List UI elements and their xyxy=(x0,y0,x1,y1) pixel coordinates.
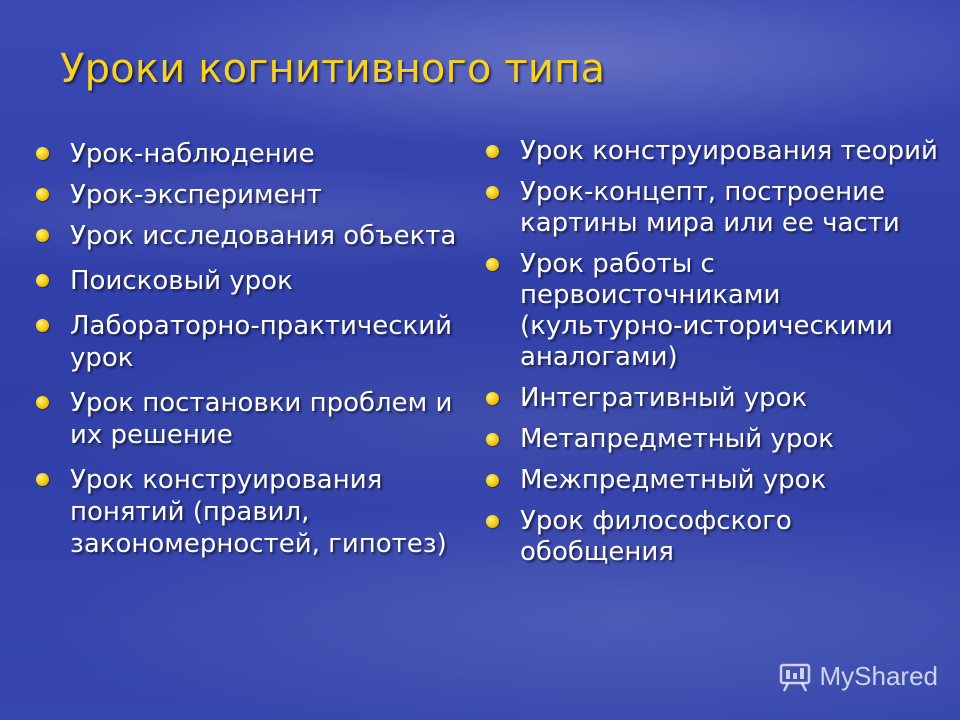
list-item xyxy=(34,464,464,560)
list-item xyxy=(34,310,464,374)
list-item xyxy=(34,179,464,211)
bullet-icon xyxy=(36,473,49,486)
list-item xyxy=(484,136,944,167)
list-item xyxy=(484,383,944,414)
list-item xyxy=(484,506,944,568)
right-bullet-list xyxy=(484,136,944,578)
list-item xyxy=(484,465,944,496)
bullet-icon xyxy=(486,258,499,271)
presentation-board-icon xyxy=(778,662,812,692)
list-item-text: Урок конструирования понятий (правил, закономерностей, гипотез) xyxy=(70,465,447,559)
list-item-text: Урок исследования объекта xyxy=(70,221,457,251)
list-item-text: Урок постановки проблем и их решение xyxy=(70,388,453,450)
list-item-text: Урок-наблюдение xyxy=(70,139,315,169)
myshared-watermark xyxy=(778,661,939,692)
list-item-text: Поисковый урок xyxy=(70,266,293,296)
bullet-icon xyxy=(486,392,499,405)
bullet-icon xyxy=(36,147,49,160)
bullet-icon xyxy=(486,474,499,487)
list-item xyxy=(34,387,464,451)
list-item xyxy=(484,424,944,455)
bullet-icon xyxy=(36,274,49,287)
bullet-icon xyxy=(36,188,49,201)
list-item-text: Урок-концепт, построение картины мира или ее части xyxy=(520,177,900,238)
slide-title: Уроки когнитивного типа xyxy=(60,46,606,92)
bullet-icon xyxy=(486,186,499,199)
list-item-text: Урок-эксперимент xyxy=(70,180,322,210)
list-item-text: Метапредметный урок xyxy=(520,424,834,454)
list-item-text: Урок работы с первоисточниками (культурно-историческими аналогами) xyxy=(520,249,893,372)
bullet-icon xyxy=(486,515,499,528)
list-item-text: Интегративный урок xyxy=(520,383,808,413)
bullet-icon xyxy=(36,229,49,242)
left-bullet-list xyxy=(34,138,464,573)
bullet-icon xyxy=(36,396,49,409)
list-item-text: Лабораторно-практический урок xyxy=(70,311,453,373)
watermark-text: MyShared xyxy=(819,661,938,691)
list-item-text: Урок философского обобщения xyxy=(520,506,792,567)
bullet-icon xyxy=(486,433,499,446)
bullet-icon xyxy=(36,319,49,332)
list-item xyxy=(34,265,464,297)
list-item xyxy=(484,177,944,239)
list-item xyxy=(484,249,944,373)
list-item xyxy=(34,138,464,170)
list-item-text: Урок конструирования теорий xyxy=(520,136,938,166)
list-item-text: Межпредметный урок xyxy=(520,465,827,495)
bullet-icon xyxy=(486,145,499,158)
list-item xyxy=(34,220,464,252)
